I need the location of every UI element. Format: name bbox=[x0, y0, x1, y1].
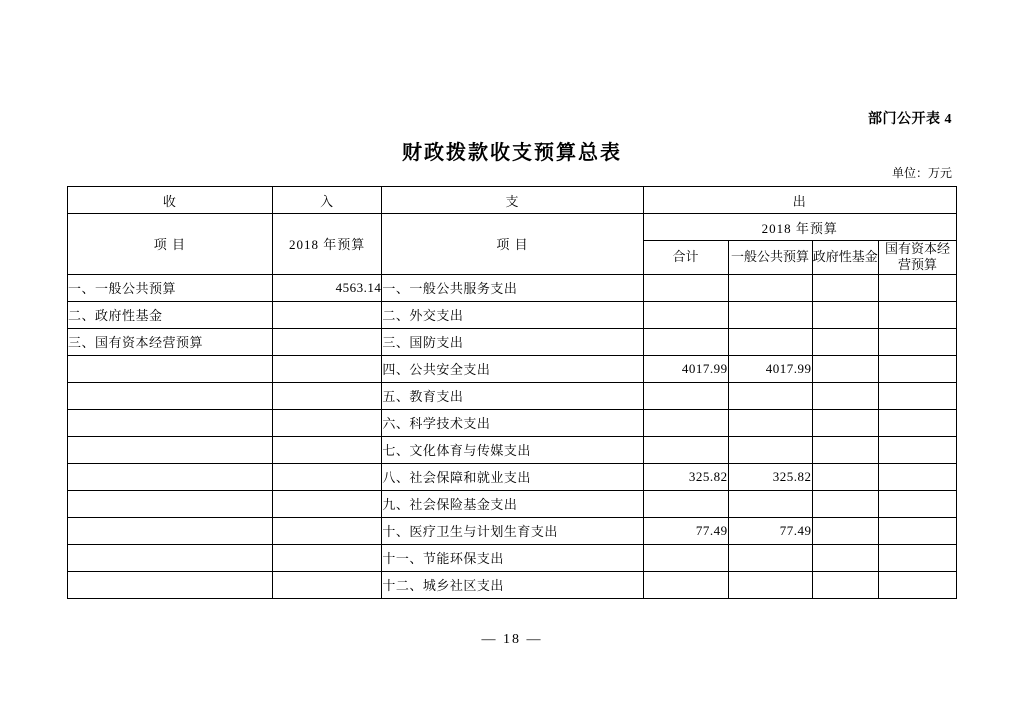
header-expense-item: 项 目 bbox=[382, 214, 643, 275]
header-col-gov-fund: 政府性基金 bbox=[812, 241, 879, 275]
page-number: — 18 — bbox=[481, 632, 543, 647]
expense-state-capital-cell bbox=[879, 463, 957, 490]
expense-general-public-cell bbox=[728, 571, 812, 598]
income-budget-cell bbox=[272, 409, 382, 436]
income-item-cell bbox=[68, 409, 273, 436]
expense-total-cell bbox=[643, 571, 728, 598]
income-item-cell: 二、政府性基金 bbox=[68, 301, 273, 328]
table-row bbox=[68, 490, 957, 517]
page-title: 财政拨款收支预算总表 bbox=[402, 142, 622, 164]
expense-gov-fund-cell bbox=[812, 355, 879, 382]
expense-item-cell: 十、医疗卫生与计划生育支出 bbox=[382, 517, 643, 544]
header-income-item: 项 目 bbox=[68, 214, 273, 275]
expense-item-cell: 九、社会保险基金支出 bbox=[382, 490, 643, 517]
table-row bbox=[68, 436, 957, 463]
expense-gov-fund-cell bbox=[812, 544, 879, 571]
table-row bbox=[68, 517, 957, 544]
income-budget-cell bbox=[272, 490, 382, 517]
table-row bbox=[68, 328, 957, 355]
income-item-cell bbox=[68, 382, 273, 409]
expense-item-cell: 三、国防支出 bbox=[382, 328, 643, 355]
income-item-cell bbox=[68, 490, 273, 517]
table-row bbox=[68, 355, 957, 382]
expense-state-capital-cell bbox=[879, 328, 957, 355]
expense-gov-fund-cell bbox=[812, 571, 879, 598]
expense-gov-fund-cell bbox=[812, 517, 879, 544]
header-expense-left: 支 bbox=[382, 187, 643, 214]
expense-gov-fund-cell bbox=[812, 274, 879, 301]
income-budget-cell bbox=[272, 517, 382, 544]
expense-general-public-cell bbox=[728, 409, 812, 436]
expense-total-cell bbox=[643, 490, 728, 517]
table-header-row-1 bbox=[68, 187, 957, 214]
expense-state-capital-cell bbox=[879, 409, 957, 436]
expense-general-public-cell bbox=[728, 544, 812, 571]
form-label: 部门公开表 4 bbox=[868, 112, 952, 127]
income-item-cell bbox=[68, 463, 273, 490]
unit-note: 单位：万元 bbox=[891, 166, 952, 180]
income-budget-cell: 4563.14 bbox=[272, 274, 382, 301]
budget-table bbox=[67, 186, 957, 599]
expense-total-cell bbox=[643, 409, 728, 436]
table-row bbox=[68, 382, 957, 409]
income-item-cell bbox=[68, 544, 273, 571]
expense-total-cell bbox=[643, 301, 728, 328]
expense-gov-fund-cell bbox=[812, 409, 879, 436]
income-budget-cell bbox=[272, 301, 382, 328]
expense-item-cell: 四、公共安全支出 bbox=[382, 355, 643, 382]
expense-general-public-cell bbox=[728, 274, 812, 301]
expense-item-cell: 二、外交支出 bbox=[382, 301, 643, 328]
header-col-general-public: 一般公共预算 bbox=[728, 241, 812, 275]
expense-total-cell bbox=[643, 328, 728, 355]
income-budget-cell bbox=[272, 544, 382, 571]
table-row bbox=[68, 544, 957, 571]
income-budget-cell bbox=[272, 463, 382, 490]
expense-total-cell bbox=[643, 274, 728, 301]
expense-item-cell: 十二、城乡社区支出 bbox=[382, 571, 643, 598]
expense-total-cell: 4017.99 bbox=[643, 355, 728, 382]
expense-item-cell: 六、科学技术支出 bbox=[382, 409, 643, 436]
expense-gov-fund-cell bbox=[812, 490, 879, 517]
expense-state-capital-cell bbox=[879, 382, 957, 409]
header-col-total: 合计 bbox=[643, 241, 728, 275]
income-item-cell: 一、一般公共预算 bbox=[68, 274, 273, 301]
table-header-row-2 bbox=[68, 214, 957, 241]
income-budget-cell bbox=[272, 436, 382, 463]
header-expense-right: 出 bbox=[643, 187, 956, 214]
header-expense-budget-year: 2018 年预算 bbox=[643, 214, 956, 241]
table-row bbox=[68, 274, 957, 301]
table-row bbox=[68, 571, 957, 598]
expense-total-cell bbox=[643, 544, 728, 571]
header-income-left: 收 bbox=[68, 187, 273, 214]
income-item-cell bbox=[68, 517, 273, 544]
expense-total-cell bbox=[643, 382, 728, 409]
expense-general-public-cell bbox=[728, 490, 812, 517]
table-row bbox=[68, 301, 957, 328]
expense-total-cell: 325.82 bbox=[643, 463, 728, 490]
expense-gov-fund-cell bbox=[812, 463, 879, 490]
expense-state-capital-cell bbox=[879, 490, 957, 517]
expense-total-cell bbox=[643, 436, 728, 463]
expense-state-capital-cell bbox=[879, 517, 957, 544]
income-item-cell: 三、国有资本经营预算 bbox=[68, 328, 273, 355]
income-budget-cell bbox=[272, 382, 382, 409]
expense-gov-fund-cell bbox=[812, 382, 879, 409]
expense-general-public-cell bbox=[728, 436, 812, 463]
income-budget-cell bbox=[272, 355, 382, 382]
expense-state-capital-cell bbox=[879, 355, 957, 382]
expense-state-capital-cell bbox=[879, 544, 957, 571]
expense-gov-fund-cell bbox=[812, 328, 879, 355]
header-col-state-capital: 国有资本经营预算 bbox=[879, 241, 957, 275]
header-income-right: 入 bbox=[272, 187, 382, 214]
expense-state-capital-cell bbox=[879, 301, 957, 328]
expense-state-capital-cell bbox=[879, 274, 957, 301]
income-budget-cell bbox=[272, 571, 382, 598]
expense-item-cell: 一、一般公共服务支出 bbox=[382, 274, 643, 301]
expense-general-public-cell: 4017.99 bbox=[728, 355, 812, 382]
header-income-budget: 2018 年预算 bbox=[272, 214, 382, 275]
income-item-cell bbox=[68, 571, 273, 598]
expense-general-public-cell bbox=[728, 301, 812, 328]
income-item-cell bbox=[68, 436, 273, 463]
expense-item-cell: 五、教育支出 bbox=[382, 382, 643, 409]
expense-state-capital-cell bbox=[879, 571, 957, 598]
expense-total-cell: 77.49 bbox=[643, 517, 728, 544]
expense-item-cell: 七、文化体育与传媒支出 bbox=[382, 436, 643, 463]
expense-gov-fund-cell bbox=[812, 301, 879, 328]
income-budget-cell bbox=[272, 328, 382, 355]
expense-gov-fund-cell bbox=[812, 436, 879, 463]
table-row bbox=[68, 409, 957, 436]
table-row bbox=[68, 463, 957, 490]
expense-state-capital-cell bbox=[879, 436, 957, 463]
expense-general-public-cell: 325.82 bbox=[728, 463, 812, 490]
expense-general-public-cell bbox=[728, 382, 812, 409]
expense-item-cell: 十一、节能环保支出 bbox=[382, 544, 643, 571]
expense-general-public-cell bbox=[728, 328, 812, 355]
income-item-cell bbox=[68, 355, 273, 382]
expense-item-cell: 八、社会保障和就业支出 bbox=[382, 463, 643, 490]
expense-general-public-cell: 77.49 bbox=[728, 517, 812, 544]
